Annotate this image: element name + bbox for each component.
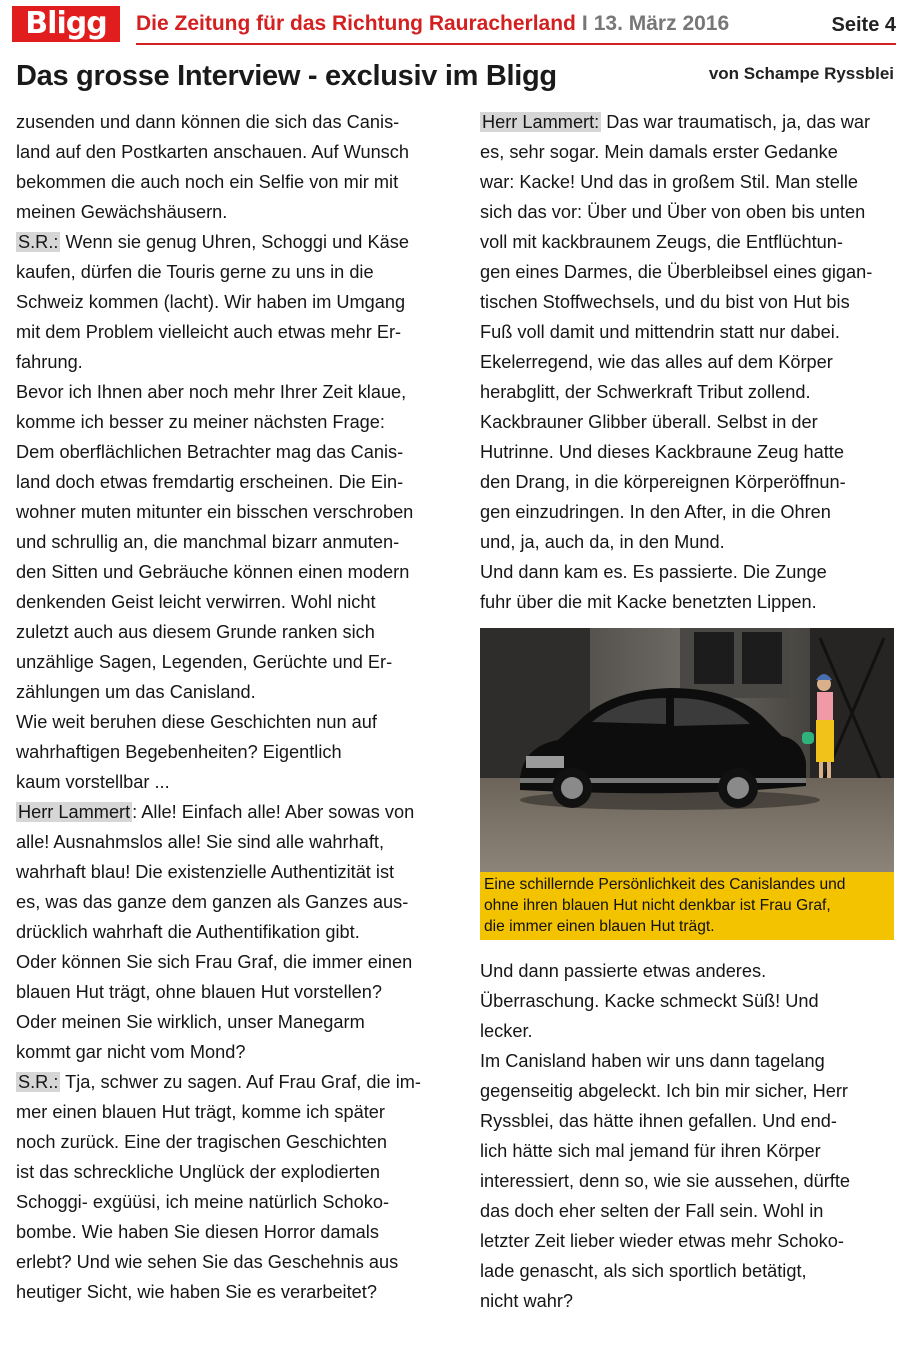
text-line: lich hätte sich mal jemand für ihren Körper [480,1141,821,1161]
text-line: gegenseitig abgeleckt. Ich bin mir sicher, Herr [480,1081,848,1101]
text-line: es, sehr sogar. Mein damals erster Gedanke [480,142,838,162]
text-line: den Drang, in die körpereignen Körperöffnun- [480,472,846,492]
text-line: Ryssblei, das hätte ihnen gefallen. Und end- [480,1111,837,1131]
text-line: Oder meinen Sie wirklich, unser Manegarm [16,1012,365,1032]
right-column [480,107,895,617]
text-line: Hutrinne. Und dieses Kackbraune Zeug hatte [480,442,844,462]
text-line: erlebt? Und wie sehen Sie das Geschehnis aus [16,1252,399,1272]
text-line: alle! Ausnahmslos alle! Sie sind alle wahrhaft, [16,832,384,852]
masthead-rule [136,43,896,45]
text-line: lecker. [480,1021,533,1041]
caption-line: ohne ihren blauen Hut nicht denkbar ist Frau Graf, [484,897,831,914]
text-line: land auf den Postkarten anschauen. Auf Wunsch [16,142,409,162]
text-line: drücklich wahrhaft die Authentifikation gibt. [16,922,360,942]
line-text: Tja, schwer zu sagen. Auf Frau Graf, die im- [60,1072,421,1092]
text-line: fahrung. [16,352,83,372]
text-line: wohner muten mitunter ein bisschen verschroben [16,502,414,522]
text-line: bekommen die auch noch ein Selfie von mir mit [16,172,399,192]
answer-line [480,107,895,137]
text-line: nicht wahr? [480,1291,574,1311]
line-text: : Alle! Einfach alle! Aber sowas von [132,802,415,822]
text-line: lade genascht, als sich sportlich betätigt, [480,1261,807,1281]
text-line: voll mit kackbraunem Zeugs, die Entflüchtun- [480,232,843,252]
text-line: noch zurück. Eine der tragischen Geschichten [16,1132,388,1152]
text-line: zuletzt auch aus diesem Grunde ranken sich [16,622,375,642]
text-line: Und dann passierte etwas anderes. [480,961,767,981]
text-line: Wie weit beruhen diese Geschichten nun auf [16,712,377,732]
text-line: Schoggi- exgüüsi, ich meine natürlich Schoko- [16,1192,390,1212]
text-line: heutiger Sicht, wie haben Sie es verarbeitet? [16,1282,377,1302]
text-line: tischen Stoffwechsels, und du bist von Hut bis [480,292,850,312]
text-line: Überraschung. Kacke schmeckt Süß! Und [480,991,819,1011]
text-line: Kackbrauner Glibber überall. Selbst in der [480,412,818,432]
text-line: meinen Gewächshäusern. [16,202,228,222]
text-line: bombe. Wie haben Sie diesen Horror damals [16,1222,379,1242]
text-line: wahrhaftigen Begebenheiten? Eigentlich [16,742,342,762]
issue-date: 13. März 2016 [593,12,730,35]
caption-line: Eine schillernde Persönlichkeit des Canislandes und [484,876,846,893]
tagline-text: Die Zeitung für das Richtung Rauracherland [136,12,576,35]
text-line: und schrullig an, die manchmal bizarr anmuten- [16,532,400,552]
text-line: letzter Zeit lieber wieder etwas mehr Schoko- [480,1231,844,1251]
text-line: denkenden Geist leicht verwirren. Wohl nicht [16,592,376,612]
text-line: blauen Hut trägt, ohne blauen Hut vorstellen? [16,982,383,1002]
masthead [12,4,896,44]
text-line: zusenden und dann können die sich das Canis- [16,112,400,132]
question-line [16,227,456,257]
text-line: war: Kacke! Und das in großem Stil. Man stelle [480,172,859,192]
text-line: Und dann kam es. Es passierte. Die Zunge [480,562,827,582]
speaker-label: Herr Lammert [18,802,131,822]
text-line: komme ich besser zu meiner nächsten Frage: [16,412,385,432]
text-line: mit dem Problem vielleicht auch etwas mehr Er- [16,322,402,342]
text-line: das doch eher selten der Fall sein. Wohl in [480,1201,824,1221]
text-line: Oder können Sie sich Frau Graf, die immer einen [16,952,413,972]
text-line: sich das vor: Über und Über von oben bis unten [480,202,866,222]
tagline-separator: I [581,12,588,35]
text-line: mer einen blauen Hut trägt, komme ich später [16,1102,385,1122]
answer-line [16,797,456,827]
right-column-continued [480,956,895,1316]
text-line: und, ja, auch da, in den Mund. [480,532,725,552]
text-line: gen einzudringen. In den After, in die Ohren [480,502,831,522]
text-line: kaum vorstellbar ... [16,772,170,792]
line-text: Wenn sie genug Uhren, Schoggi und Käse [60,232,409,252]
text-line: gen eines Darmes, die Überbleibsel eines gigan- [480,262,873,282]
article-headline: Das grosse Interview - exclusiv im Bligg [16,60,557,92]
vintage-car-figure-photo [480,628,894,872]
text-line: herabglitt, der Schwerkraft Tribut zollend. [480,382,811,402]
text-line: zählungen um das Canisland. [16,682,256,702]
text-line: land doch etwas fremdartig erscheinen. Die Ein- [16,472,404,492]
text-line: Schweiz kommen (lacht). Wir haben im Umgang [16,292,406,312]
photo-caption [480,872,894,940]
page-number: Seite 4 [831,14,896,36]
text-line: Fuß voll damit und mittendrin statt nur dabei. [480,322,840,342]
question-line [16,1067,456,1097]
text-line: den Sitten und Gebräuche können einen modern [16,562,410,582]
caption-line: die immer einen blauen Hut trägt. [484,918,715,935]
text-line: ist das schreckliche Unglück der explodierten [16,1162,380,1182]
masthead-tagline [136,12,729,36]
text-line: interessiert, denn so, wie sie aussehen, dürfte [480,1171,851,1191]
text-line: Bevor ich Ihnen aber noch mehr Ihrer Zeit klaue, [16,382,407,402]
text-line: kommt gar nicht vom Mond? [16,1042,246,1062]
text-line: kaufen, dürfen die Touris gerne zu uns in die [16,262,374,282]
text-line: es, was das ganze dem ganzen als Ganzes aus- [16,892,409,912]
text-line: Dem oberflächlichen Betrachter mag das Canis- [16,442,404,462]
speaker-label: S.R.: [18,1072,59,1092]
text-line: wahrhaft blau! Die existenzielle Authentizität ist [16,862,395,882]
text-line: unzählige Sagen, Legenden, Gerüchte und Er- [16,652,393,672]
article-photo [480,628,894,872]
bligg-logo: Bligg [12,6,120,42]
speaker-label: S.R.: [18,232,59,252]
text-line: Im Canisland haben wir uns dann tagelang [480,1051,825,1071]
speaker-label: Herr Lammert: [482,112,600,132]
article-byline: von Schampe Ryssblei [708,64,894,83]
left-column [16,107,456,1307]
text-line: fuhr über die mit Kacke benetzten Lippen. [480,592,817,612]
line-text: Das war traumatisch, ja, das war [601,112,871,132]
text-line: Ekelerregend, wie das alles auf dem Körper [480,352,833,372]
